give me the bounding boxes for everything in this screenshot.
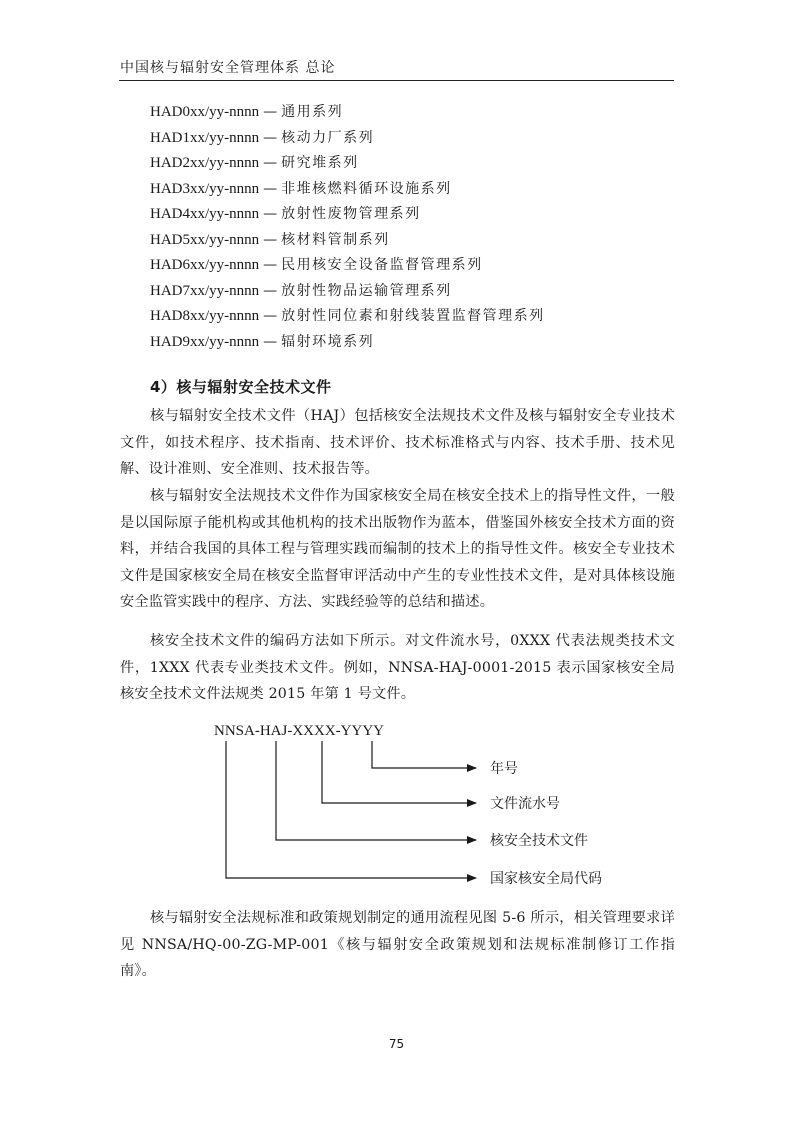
series-dash: — <box>263 282 278 299</box>
document-code-pattern: NNSA-HAJ-XXXX-YYYY <box>214 723 384 739</box>
label-serial-number: 文件流水号 <box>490 796 560 812</box>
label-technical-document: 核安全技术文件 <box>490 833 588 849</box>
list-item <box>150 304 545 330</box>
series-name: 研究堆系列 <box>281 155 359 171</box>
label-nnsa-code: 国家核安全局代码 <box>490 871 602 887</box>
series-dash: — <box>263 206 278 222</box>
list-item <box>150 253 545 279</box>
series-dash: — <box>263 129 278 146</box>
header-rule <box>119 80 674 81</box>
series-dash: — <box>263 180 278 197</box>
paragraph-coding-method: 核安全技术文件的编码方法如下所示。对文件流水号，0XXX 代表法规类技术文件，1XXX 代表专业类技术文件。例如，NNSA-HAJ-0001-2015 表示国家核安全局核安全技术文件法规类 2015 年第 1 号文件。 <box>120 633 675 702</box>
series-code: HAD6xx/yy-nnnn <box>150 257 260 273</box>
series-name: 放射性物品运输管理系列 <box>281 282 452 299</box>
had-series-list <box>150 100 545 355</box>
series-code: HAD2xx/yy-nnnn <box>150 155 260 171</box>
series-name: 通用系列 <box>281 104 344 120</box>
list-item <box>150 151 545 177</box>
series-name: 辐射环境系列 <box>281 333 375 350</box>
series-dash: — <box>263 231 278 248</box>
paragraph-haj-description: 核与辐射安全法规技术文件作为国家核安全局在核安全技术上的指导性文件，一般是以国际原子能机构或其他机构的技术出版物作为蓝本，借鉴国外核安全技术方面的资料，并结合我国的具体工程与管理实践而编制的技术上的指导性文件。核安全专业技术文件是国家核安全局在核安全监督审评活动中产生的专业性技术文件，是对具体核设施安全监管实践中的程序、方法、实践经验等的总结和描述。 <box>120 488 675 610</box>
list-item <box>150 330 545 356</box>
series-name: 核材料管制系列 <box>281 231 390 248</box>
list-item <box>150 228 545 254</box>
label-year: 年号 <box>490 761 518 777</box>
series-code: HAD5xx/yy-nnnn <box>150 231 260 248</box>
section-heading: 4）核与辐射安全技术文件 <box>150 378 332 396</box>
connector-serial <box>322 741 476 803</box>
list-item <box>150 202 545 228</box>
running-header: 中国核与辐射安全管理体系 总论 <box>120 60 336 76</box>
series-name: 民用核安全设备监督管理系列 <box>281 257 483 273</box>
series-code: HAD8xx/yy-nnnn <box>150 308 260 324</box>
series-name: 非堆核燃料循环设施系列 <box>281 180 452 197</box>
document-code-diagram <box>200 716 660 906</box>
connector-nnsa <box>226 741 476 878</box>
series-dash: — <box>263 308 278 324</box>
series-code: HAD1xx/yy-nnnn <box>150 129 260 146</box>
series-code: HAD4xx/yy-nnnn <box>150 206 260 222</box>
series-dash: — <box>263 257 278 273</box>
series-dash: — <box>263 155 278 171</box>
list-item <box>150 100 545 126</box>
paragraph-haj-scope: 核与辐射安全技术文件（HAJ）包括核安全法规技术文件及核与辐射安全专业技术文件，如技术程序、技术指南、技术评价、技术标准格式与内容、技术手册、技术见解、设计准则、安全准则、技术报告等。 <box>120 408 675 477</box>
connector-year <box>372 741 476 768</box>
series-name: 核动力厂系列 <box>281 129 375 146</box>
series-code: HAD0xx/yy-nnnn <box>150 104 260 120</box>
series-name: 放射性同位素和射线装置监督管理系列 <box>281 308 545 324</box>
page-number: 75 <box>388 1037 405 1051</box>
list-item <box>150 177 545 203</box>
list-item <box>150 279 545 305</box>
paragraph-general-process: 核与辐射安全法规标准和政策规划制定的通用流程见图 5-6 所示，相关管理要求详见 NNSA/HQ-00-ZG-MP-001《核与辐射安全政策规划和法规标准制修订工作指南》。 <box>120 910 675 979</box>
series-code: HAD9xx/yy-nnnn <box>150 333 260 350</box>
list-item <box>150 126 545 152</box>
series-code: HAD3xx/yy-nnnn <box>150 180 260 197</box>
series-dash: — <box>263 104 278 120</box>
series-name: 放射性废物管理系列 <box>281 206 421 222</box>
connector-haj <box>276 741 476 840</box>
series-dash: — <box>263 333 278 350</box>
series-code: HAD7xx/yy-nnnn <box>150 282 260 299</box>
